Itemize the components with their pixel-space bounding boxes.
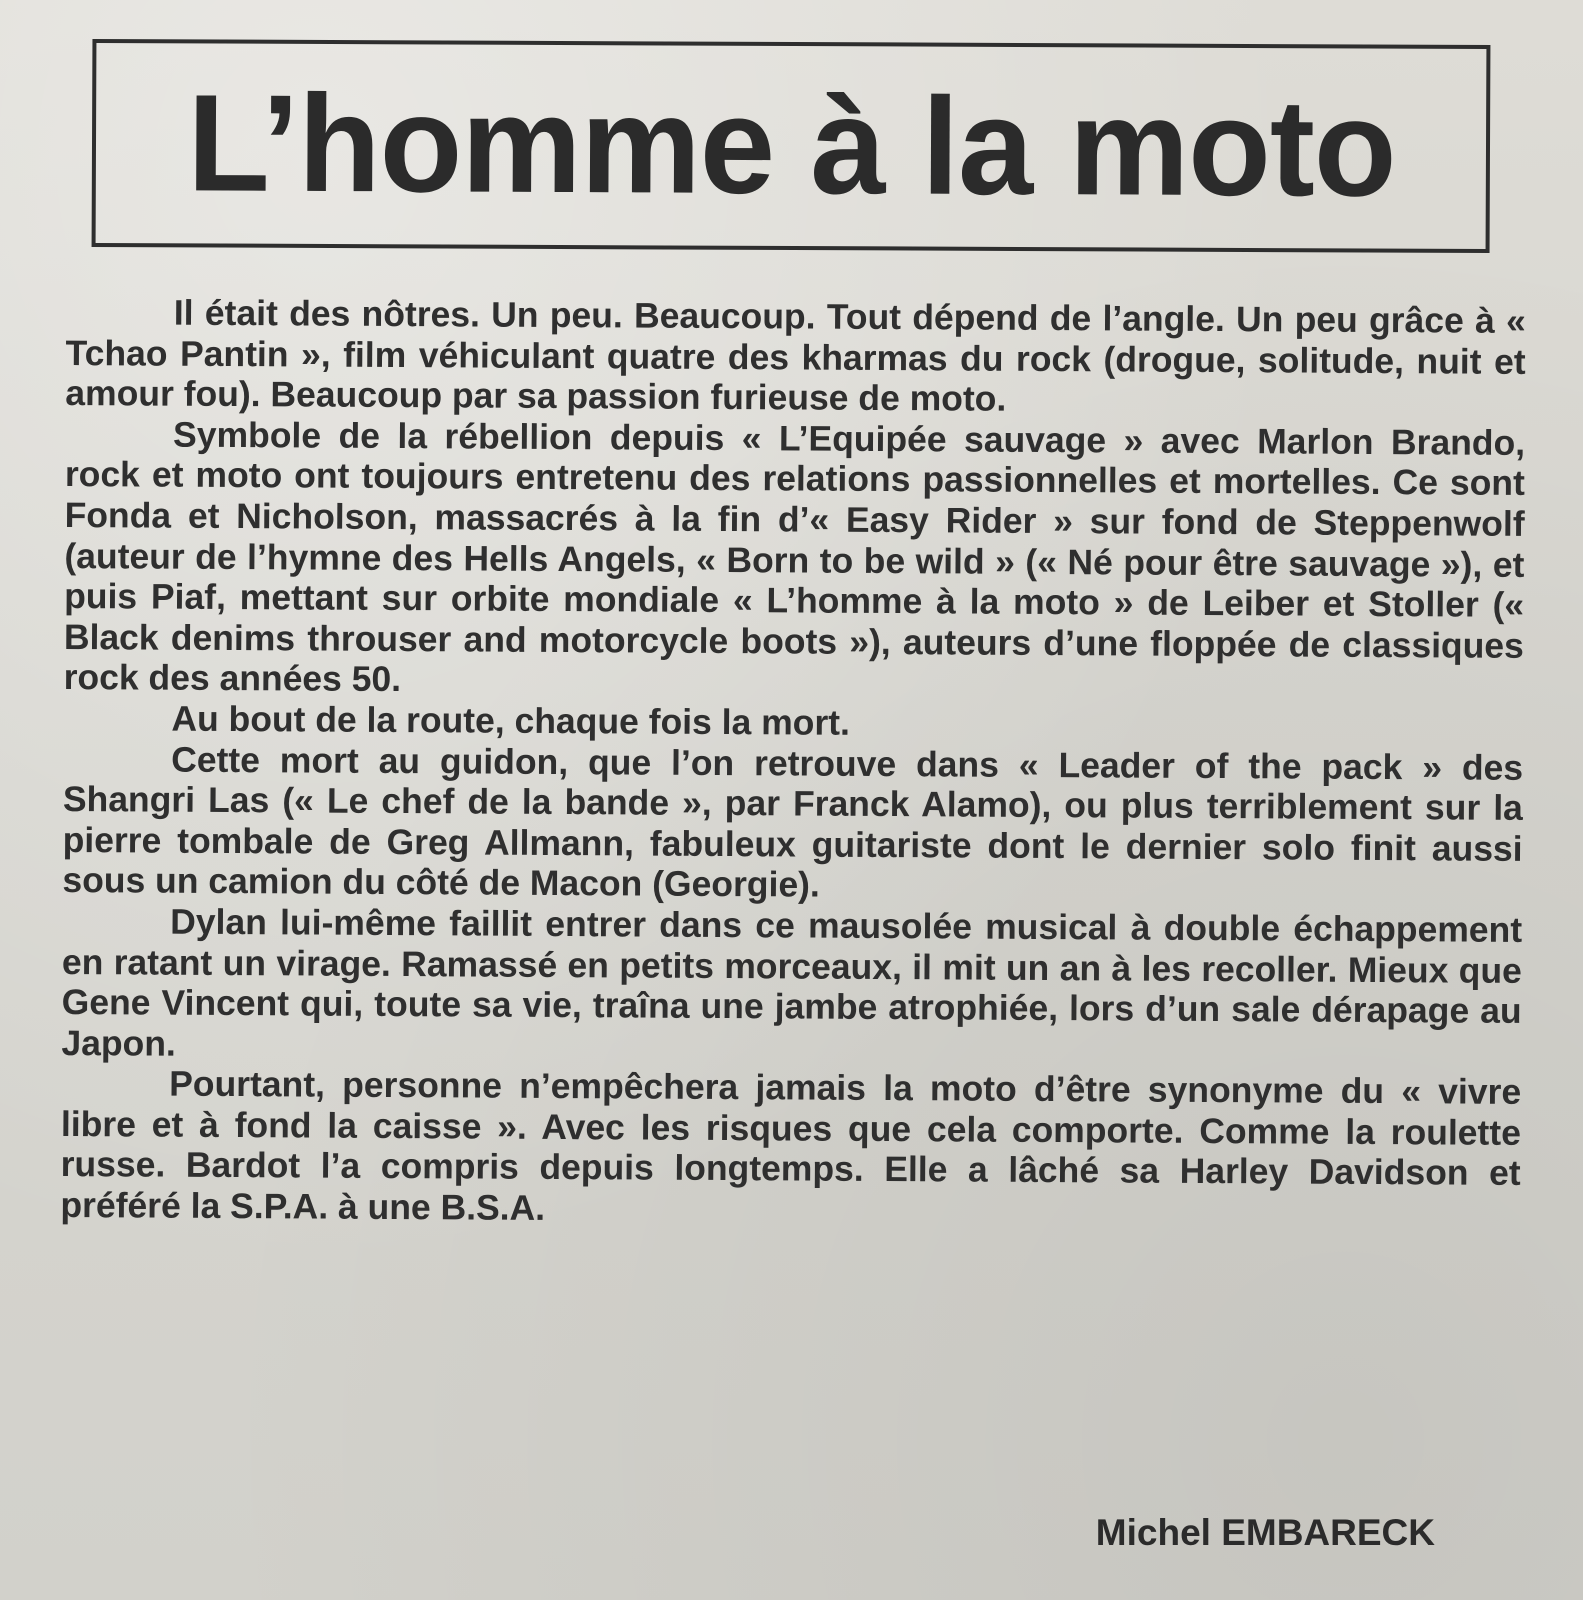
headline: L’homme à la moto: [186, 66, 1396, 226]
paragraph-1: Il était des nôtres. Un peu. Beaucoup. Tout dépend de l’angle. Un peu grâce à « Tchao Pantin », film véhiculant quatre des kharmas du rock (drogue, solitude, nuit et amour fou). Beaucoup par sa passion furieuse de moto.: [65, 292, 1526, 419]
paragraph-5: Dylan lui-même faillit entrer dans ce mausolée musical à double échappement en ratant un virage. Ramassé en petits morceaux, il mit un an à les recoller. Mieux que Gene Vincent qui, toute sa vie, traîna une jambe atrophiée, lors d’un sale dérapage au Japon.: [61, 901, 1523, 1064]
paragraph-3: Au bout de la route, chaque fois la mort.: [171, 698, 851, 743]
headline-frame: [92, 39, 1491, 253]
paragraph-2: Symbole de la rébellion depuis « L’Equipée sauvage » avec Marlon Brando, rock et moto ont toujours entretenu des relations passionnelles et mortelles. Ce sont Fonda et Nicholson, massacrés à la fin d’« Easy Rider » sur fond de Steppenwolf (auteur de l’hymne des Hells Angels, « Born to be wild » (« Né pour être sauvage »), et puis Piaf, mettant sur orbite mondiale « L’homme à la moto » de Leiber et Stoller (« Black denims throuser and motorcycle boots »), auteurs d’une floppée de classiques rock des années 50.: [63, 414, 1526, 700]
paragraph-6: Pourtant, personne n’empêchera jamais la moto d’être synonyme du « vivre libre et à fond la caisse ». Avec les risques que cela comporte. Comme la roulette russe. Bardot l’a compris depuis longtemps. Elle a lâché sa Harley Davidson et préféré la S.P.A. à une B.S.A.: [60, 1063, 1522, 1229]
article-body: [60, 292, 1526, 1235]
paragraph-4: Cette mort au guidon, que l’on retrouve dans « Leader of the pack » des Shangri Las (« Le chef de la bande », par Franck Alamo), ou plus terriblement sur la pierre tombale de Greg Allmann, fabuleux guitariste dont le dernier solo finit aussi sous un camion du côté de Macon (Georgie).: [62, 739, 1524, 905]
author-signature: Michel EMBARECK: [1095, 1512, 1435, 1553]
